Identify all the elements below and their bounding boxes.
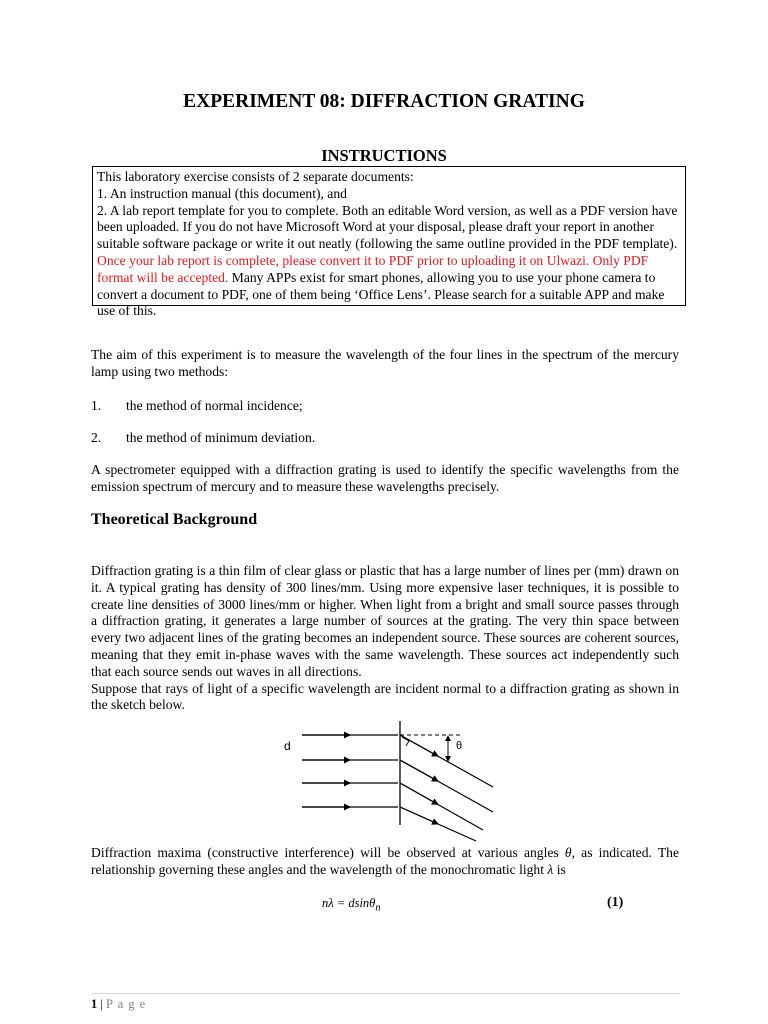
instructions-line: This laboratory exercise consists of 2 separate documents:: [97, 169, 414, 184]
spectrometer-text: A spectrometer equipped with a diffraction grating is used to identify the specific wavelengths from the emission spectrum of mercury and to measure these wavelengths precisely.: [91, 462, 679, 494]
grating-equation: [322, 895, 381, 917]
equation-number: (1): [607, 895, 624, 910]
instructions-line: 2. A lab report template for you to complete. Both an editable Word version, as well as a PDF version have been uploaded. If you do not have Microsoft Word at your disposal, please draft your report in another suitable software package or write it out neatly (following the same outline provided in the PDF template).: [97, 202, 678, 252]
footer-separator: |: [97, 997, 107, 1011]
theory-paragraph: [91, 563, 679, 714]
method-number: 1.: [91, 398, 102, 413]
page-label: P a g e: [106, 997, 147, 1011]
equation-subscript: n: [375, 902, 381, 914]
incident-rays: [302, 735, 398, 807]
page-number: 1: [91, 997, 98, 1011]
maxima-paragraph: [91, 845, 679, 879]
instructions-pdf-note: [97, 253, 681, 320]
maxima-text-part: is: [553, 861, 566, 877]
lambda-symbol: λ: [547, 861, 554, 877]
diffracted-rays: [400, 735, 493, 841]
footer-divider: [92, 993, 680, 994]
instructions-line: 1. An instruction manual (this document), and: [97, 185, 347, 201]
method-text: the method of minimum deviation.: [126, 430, 316, 445]
equation-text: nλ = dsinθ: [322, 896, 376, 910]
pdf-warning-text: Once your lab report is complete, please convert it to PDF prior to uploading it on Ulwazi. Only PDF format will be accepted.: [97, 252, 649, 285]
theory-text: Diffraction grating is a thin film of clear glass or plastic that has a large number of lines per (mm) drawn on it. A typical grating has density of 300 lines/mm. Using more expensive laser techniques, it is possible to create line densities of 3000 lines/mm or higher. When light from a bright and small source passes through a diffraction grating, it generates a large number of sources at the grating. The very thin space between every two adjacent lines of the grating becomes an independent source. These sources are coherent sources, meaning that they emit in-phase waves with the same wavelength. These sources act independently such that each source sends out waves in all directions.: [91, 563, 679, 679]
aim-text: The aim of this experiment is to measure the wavelength of the four lines in the spectrum of the mercury lamp using two methods:: [91, 347, 679, 379]
theta-symbol: θ,: [564, 845, 575, 860]
instructions-heading: INSTRUCTIONS: [321, 146, 447, 165]
method-number: 2.: [91, 430, 102, 445]
theta-label: θ: [456, 740, 463, 752]
aim-paragraph: [91, 347, 679, 381]
section-heading: Theoretical Background: [91, 511, 258, 528]
instructions-box: [92, 166, 686, 319]
page-title: EXPERIMENT 08: DIFFRACTION GRATING: [183, 91, 585, 112]
office-lens-text: Many APPs exist for smart phones, allowing you to use your phone camera to convert a document to PDF, one of them being ‘Office Lens’. Please search for a suitable APP and make use of this.: [97, 269, 665, 319]
maxima-text-part: Diffraction maxima (constructive interference) will be observed at various angles: [91, 845, 565, 860]
theory-text: Suppose that rays of light of a specific wavelength are incident normal to a diffraction grating as shown in the sketch below.: [91, 680, 679, 713]
maxima-text: [91, 845, 679, 879]
maxima-text-part: as indicated. The relationship governing these angles and the wavelength of the monochromatic light: [91, 845, 679, 877]
grating-diagram: [278, 715, 498, 845]
spectrometer-paragraph: [91, 462, 679, 496]
page-footer: [91, 996, 146, 1013]
method-text: the method of normal incidence;: [126, 398, 303, 413]
spacing-label: d: [284, 739, 291, 753]
